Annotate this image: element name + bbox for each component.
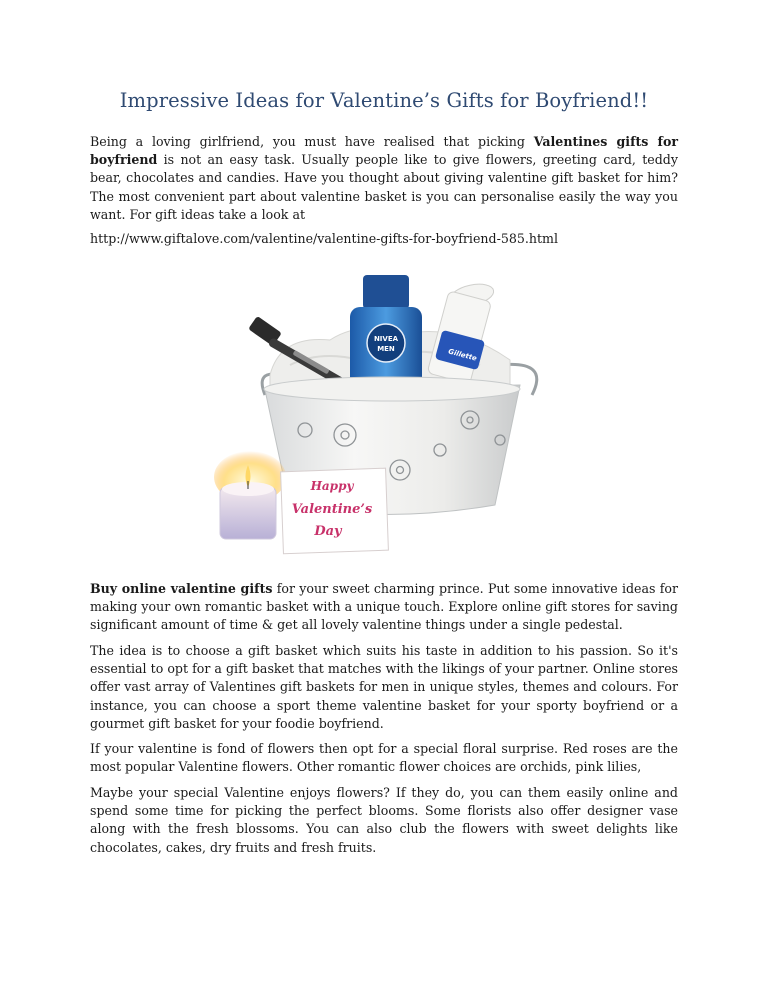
gift-basket-image: [210, 265, 565, 565]
paragraph-blooms: Maybe your special Valentine enjoys flowers? If they do, you can them easily online and spend some time for picking the perfect blooms. Some florists also offer designer vase along with the fresh blossoms. You can also club the flowers with sweet delights like chocolates, cakes, dry fruits and fresh fruits.: [90, 785, 678, 855]
bottle-brand-label: NIVEA: [373, 335, 399, 343]
bottle-sub-label: MEN: [377, 345, 395, 353]
paragraph-flowers: If your valentine is fond of flowers then opt for a special floral surprise. Red roses are the most popular Valentine flowers. Other romantic flower choices are orchids, pink lilies,: [90, 741, 678, 775]
card-line-1: Happy: [310, 479, 354, 493]
page-title: Impressive Ideas for Valentine’s Gifts for Boyfriend!!: [119, 89, 649, 112]
canister-brand-label: Gillette: [447, 347, 478, 363]
intro-text-start: Being a loving girlfriend, you must have realised that picking: [90, 134, 534, 149]
card-line-3: Day: [314, 524, 342, 539]
reference-url[interactable]: http://www.giftalove.com/valentine/valentine-gifts-for-boyfriend-585.html: [90, 231, 559, 246]
buy-online-text: for your sweet charming prince. Put some innovative ideas for making your own romantic basket with a unique touch. Explore online gift stores for saving significant amount of time & get all lovely valentine things under a single pedestal.: [90, 581, 678, 633]
nivea-bottle: [350, 275, 422, 387]
candle: [214, 451, 286, 539]
card-line-2: Valentine’s: [291, 502, 373, 517]
valentine-card: [281, 468, 389, 554]
paragraph-intro: [90, 133, 678, 224]
keyword-buy-online: Buy online valentine gifts: [90, 581, 273, 596]
paragraph-gift-basket: The idea is to choose a gift basket which suits his taste in addition to his passion. So it's essential to opt for a gift basket that matches with the likings of your partner. Online stores offer vast array of Valentines gift baskets for men in unique styles, themes and colours. For instance, you can choose a sport theme valentine basket for your sporty boyfriend or a gourmet gift basket for your foodie boyfriend.: [90, 643, 678, 731]
paragraph-buy-online: [90, 580, 678, 635]
keyword-valentines-gifts: Valentines gifts for boyfriend: [90, 134, 678, 168]
intro-text-end: is not an easy task. Usually people like to give flowers, greeting card, teddy bear, chocolates and candies. Have you thought about giving valentine gift basket for him? The most convenient part about valentine basket is you can personalise easily the way you want. For gift ideas take a look at: [90, 152, 678, 222]
